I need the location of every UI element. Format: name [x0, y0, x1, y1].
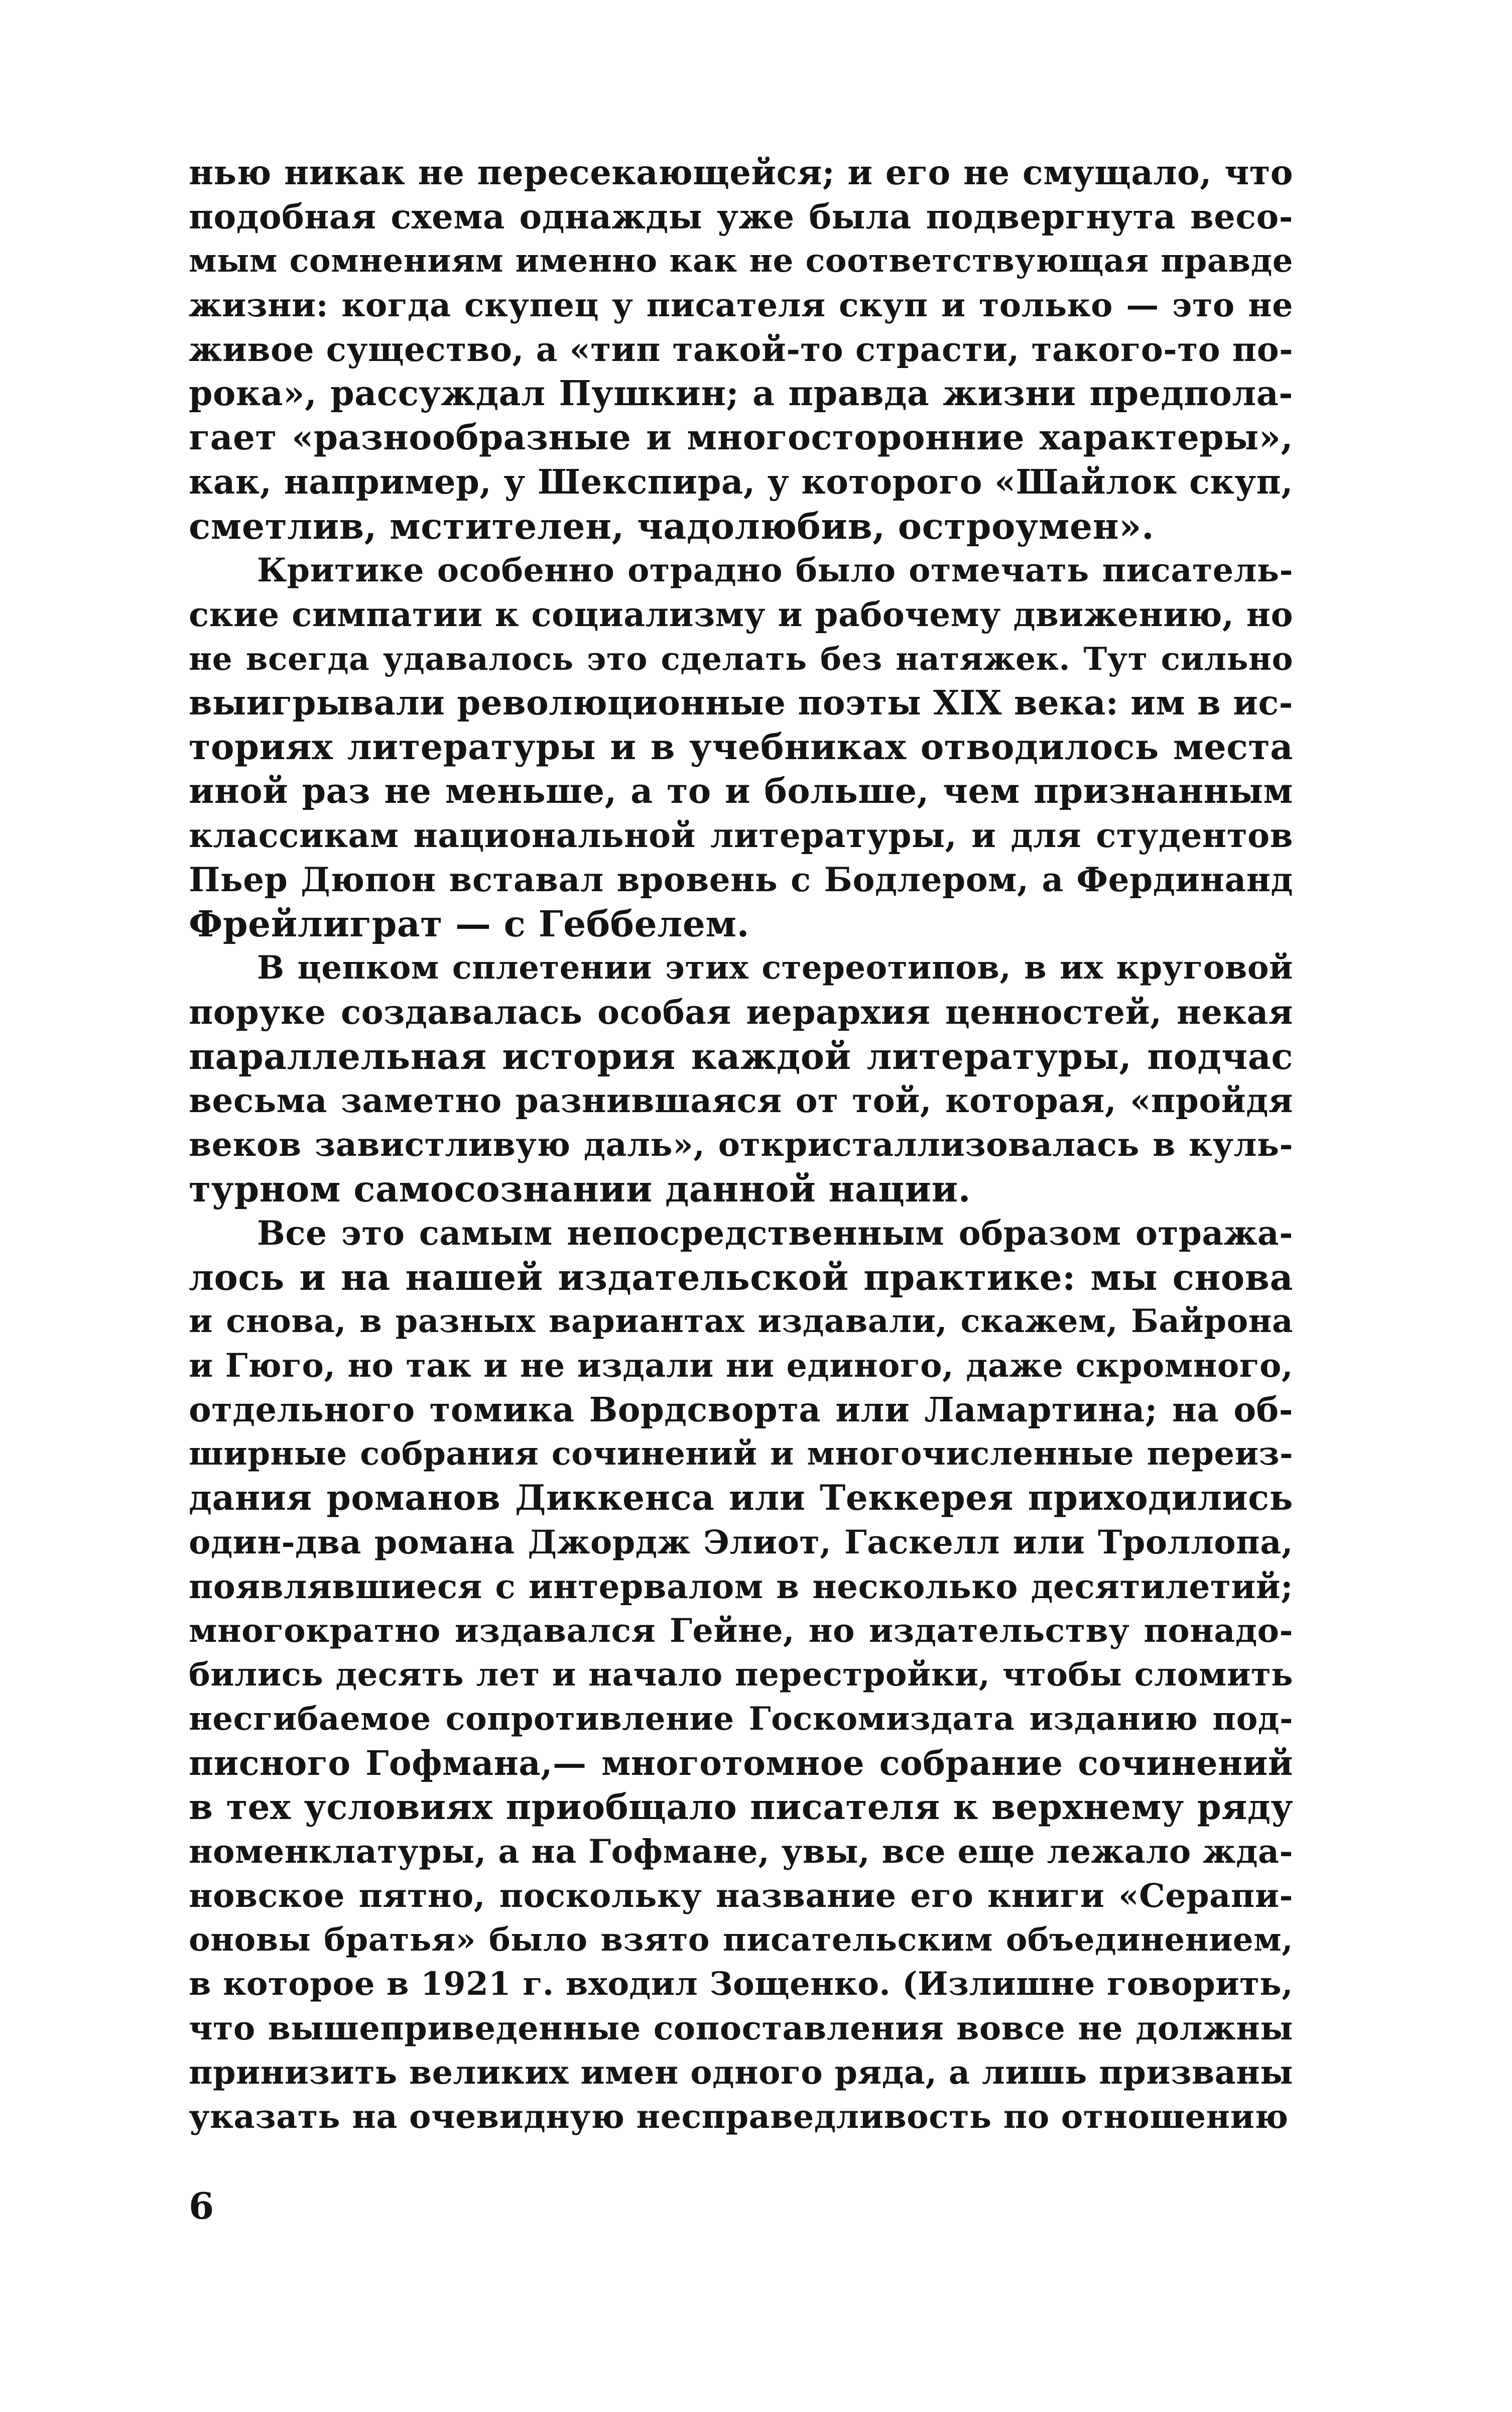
text-line: в которое в 1921 г. входил Зощенко. (Излишне говорить,	[189, 1965, 1293, 2003]
text-line: веков завистливую даль», откристаллизовалась в куль-	[189, 1126, 1293, 1164]
text-line: бились десять лет и начало перестройки, чтобы сломить	[189, 1656, 1293, 1694]
text-line: параллельная история каждой литературы, подчас	[189, 1035, 1293, 1077]
text-line: В цепком сплетении этих стереотипов, в их круговой	[257, 949, 1293, 987]
text-line: классикам национальной литературы, и для студентов	[189, 816, 1293, 855]
text-line: подобная схема однажды уже была подвергнута весо-	[189, 197, 1293, 236]
text-line: иной раз не меньше, а то и больше, чем признанным	[189, 771, 1293, 811]
text-line: в тех условиях приобщало писателя к верхнему ряду	[189, 1787, 1293, 1828]
paragraph	[189, 946, 1293, 1211]
text-line: весьма заметно разнившаяся от той, которая, «пройдя	[189, 1081, 1293, 1120]
paragraph	[189, 151, 1293, 548]
text-line: принизить великих имен одного ряда, а лишь призваны	[189, 2054, 1293, 2092]
text-line: многократно издавался Гейне, но издательству понадо-	[189, 1612, 1293, 1650]
text-line: сметлив, мстителен, чадолюбив, остроумен».	[189, 505, 1155, 547]
text-line: новское пятно, поскольку название его книги «Серапи-	[189, 1877, 1293, 1915]
text-line: турном самосознании данной нации.	[189, 1168, 971, 1210]
text-line: мым сомнениям именно как не соответствующая правде	[189, 242, 1293, 280]
text-line: нью никак не пересекающейся; и его не смущало, что	[189, 153, 1293, 192]
text-line: писного Гофмана,— многотомное собрание сочинений	[189, 1743, 1293, 1783]
text-line: и снова, в разных вариантах издавали, скажем, Байрона	[189, 1302, 1293, 1340]
text-line: и Гюго, но так и не издали ни единого, даже скромного,	[189, 1347, 1293, 1385]
text-line: лось и на нашей издательской практике: мы снова	[189, 1256, 1293, 1298]
text-line: выигрывали революционные поэты XIX века: им в ис-	[189, 683, 1293, 722]
text-line: один-два романа Джордж Элиот, Гаскелл или Троллопа,	[189, 1523, 1293, 1561]
text-line: оновы братья» было взято писательским объединением,	[189, 1921, 1293, 1959]
text-line: Критике особенно отрадно было отмечать писатель-	[257, 551, 1293, 589]
text-line: указать на очевидную несправедливость по отношению	[189, 2098, 1289, 2136]
text-line: гает «разнообразные и многосторонние характеры»,	[189, 417, 1293, 458]
text-line: как, например, у Шекспира, у которого «Шайлок скуп,	[189, 462, 1293, 502]
text-line: поруке создавалась особая иерархия ценностей, некая	[189, 993, 1293, 1032]
text-line: ширные собрания сочинений и многочисленные переиз-	[189, 1435, 1293, 1473]
text-line: Фрейлиграт — с Геббелем.	[189, 903, 749, 945]
text-line: Все это самым непосредственным образом отража-	[257, 1214, 1293, 1253]
paragraph	[189, 1211, 1293, 2139]
text-line: ские симпатии к социализму и рабочему движению, но	[189, 595, 1293, 634]
text-line: Пьер Дюпон вставал вровень с Бодлером, а Фердинанд	[189, 860, 1293, 899]
text-line: дания романов Диккенса или Теккерея приходились	[189, 1478, 1293, 1518]
text-line: что вышеприведенные сопоставления вовсе не должны	[189, 2009, 1293, 2047]
text-line: номенклатуры, а на Гофмане, увы, все еще лежало жда-	[189, 1833, 1293, 1871]
text-line: жизни: когда скупец у писателя скуп и только — это не	[189, 286, 1293, 324]
text-line: рока», рассуждал Пушкин; а правда жизни предпола-	[189, 374, 1293, 414]
text-line: живое существо, а «тип такой-то страсти, такого-то по-	[189, 330, 1293, 369]
page-number: 6	[189, 2185, 214, 2227]
page-body	[189, 151, 1293, 2139]
text-line: несгибаемое сопротивление Госкомиздата изданию под-	[189, 1700, 1293, 1738]
text-line: ториях литературы и в учебниках отводилось места	[189, 726, 1293, 768]
text-line: отдельного томика Вордсворта или Ламартина; на об-	[189, 1390, 1293, 1429]
text-line: появлявшиеся с интервалом в несколько десятилетий;	[189, 1567, 1293, 1606]
text-line: не всегда удавалось это сделать без натяжек. Тут сильно	[189, 640, 1293, 677]
paragraph	[189, 548, 1293, 946]
